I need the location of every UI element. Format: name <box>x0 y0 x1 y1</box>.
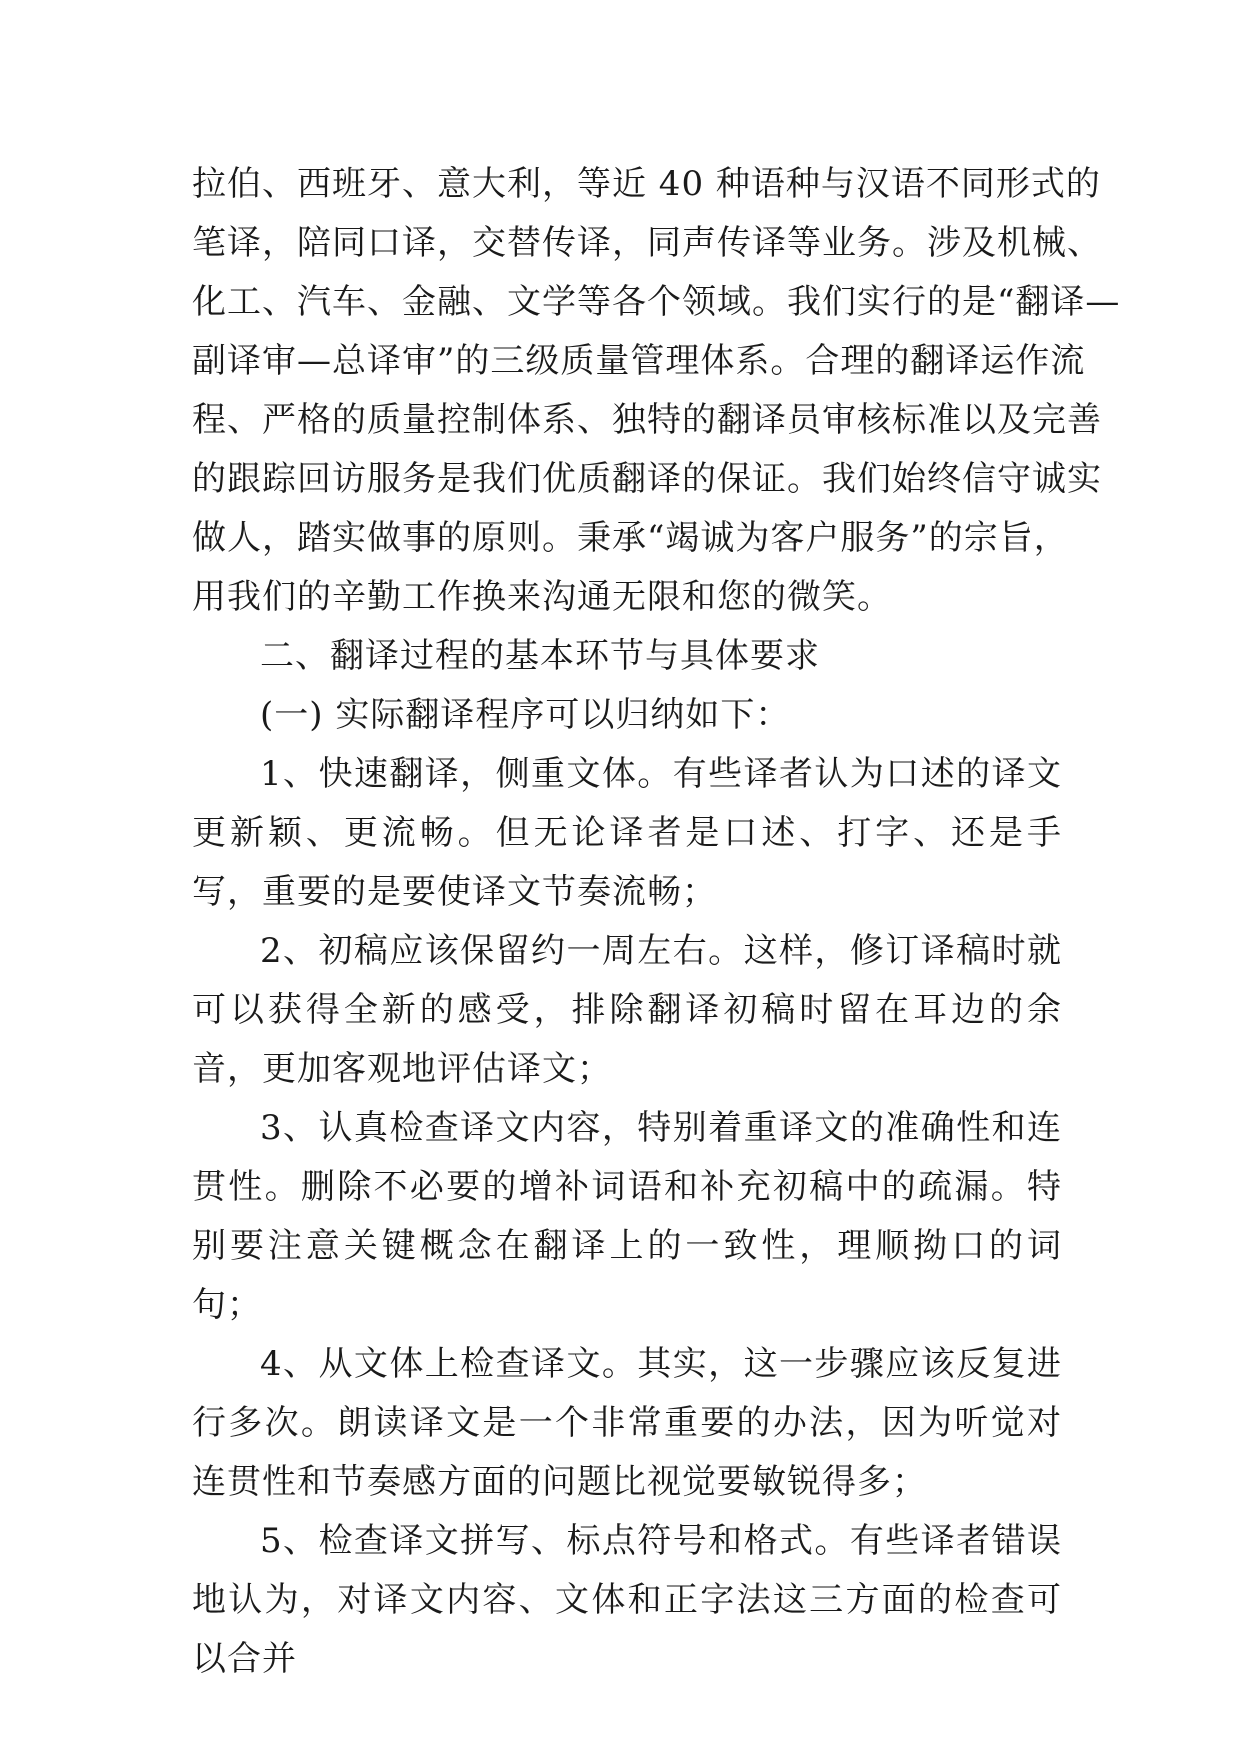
list-item-5: 5、检查译文拼写、标点符号和格式。有些译者错误地认为，对译文内容、文体和正字法这三方面的检查可以合并 <box>192 1521 1062 1679</box>
list-item-1: 1、快速翻译，侧重文体。有些译者认为口述的译文更新颖、更流畅。但无论译者是口述、打字、还是手写，重要的是要使译文节奏流畅； <box>192 754 1062 912</box>
list-item-3: 3、认真检查译文内容，特别着重译文的准确性和连贯性。删除不必要的增补词语和补充初稿中的疏漏。特别要注意关键概念在翻译上的一致性，理顺拗口的词句； <box>192 1108 1062 1325</box>
text-line: 笔译，陪同口译，交替传译，同声传译等业务。涉及机械、 <box>192 223 1102 263</box>
text-line: 做人，踏实做事的原则。秉承“竭诚为客户服务”的宗旨， <box>192 518 1069 558</box>
text-line: 用我们的辛勤工作换来沟通无限和您的微笑。 <box>192 577 892 617</box>
list-item-4: 4、从文体上检查译文。其实，这一步骤应该反复进行多次。朗读译文是一个非常重要的办法，因为听觉对连贯性和节奏感方面的问题比视觉要敏锐得多； <box>192 1344 1062 1502</box>
text-line: 化工、汽车、金融、文学等各个领域。我们实行的是“翻译— <box>192 282 1121 322</box>
subsection-heading: (一) 实际翻译程序可以归纳如下： <box>260 695 791 735</box>
text-line: 的跟踪回访服务是我们优质翻译的保证。我们始终信守诚实 <box>192 459 1102 499</box>
paragraph-company-intro <box>192 155 1121 627</box>
text-line: 拉伯、西班牙、意大利，等近 40 种语种与汉语不同形式的 <box>192 164 1101 204</box>
list-item-2: 2、初稿应该保留约一周左右。这样，修订译稿时就可以获得全新的感受，排除翻译初稿时留在耳边的余音，更加客观地评估译文； <box>192 931 1062 1089</box>
body-text <box>192 155 1121 1689</box>
section-heading: 二、翻译过程的基本环节与具体要求 <box>260 636 820 676</box>
text-line: 副译审—总译审”的三级质量管理体系。合理的翻译运作流 <box>192 341 1086 381</box>
text-line: 程、严格的质量控制体系、独特的翻译员审核标准以及完善 <box>192 400 1102 440</box>
